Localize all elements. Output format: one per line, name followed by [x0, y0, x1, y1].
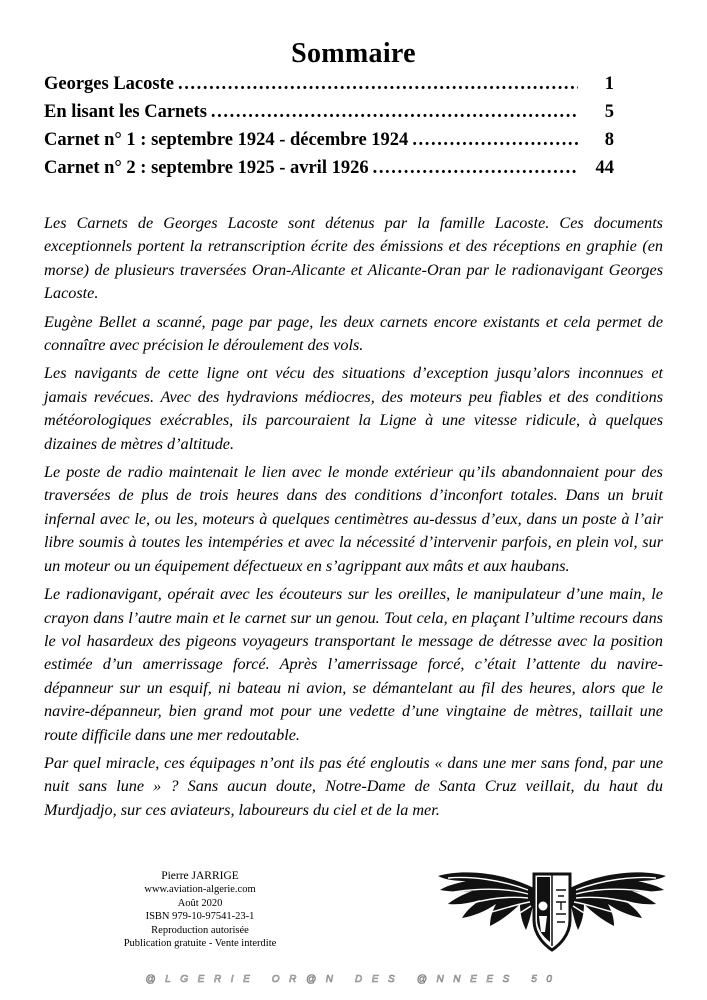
toc-leader-dots	[211, 102, 578, 123]
table-of-contents	[44, 74, 614, 186]
toc-entry	[44, 130, 614, 158]
toc-entry-page: 1	[604, 74, 614, 94]
toc-entry	[44, 102, 614, 130]
paragraph: Le radionavigant, opérait avec les écouteurs sur les oreilles, le manipulateur d’une main, le crayon dans l’autre main et le carnet sur un genou. Tout cela, en plaçant l’ultime recours dans le vol hasardeux des pigeons voyageurs transportant le message de détresse avec la position estimée d’un amerrissage forcé. Après l’amerrissage forcé, c’était l’attente du navire-dépanneur sur un esquif, ni bateau ni avion, se démantelant au fil des heures, alors que le navire-dépanneur, bien grand mot pour une vedette d’une vingtaine de mètres, taillait une route difficile dans une mer redoutable.	[44, 585, 663, 744]
website-text: www.aviation-algerie.com	[144, 884, 256, 896]
page-title: Sommaire	[291, 38, 416, 69]
toc-entry-label: En lisant les Carnets	[44, 102, 207, 122]
publication-credits	[110, 870, 290, 950]
toc-entry-label: Georges Lacoste	[44, 74, 174, 94]
paragraph: Eugène Bellet a scanné, page par page, les deux carnets encore existants et cela permet de connaître avec précision le déroulement des vols.	[44, 312, 663, 355]
publication-notice: Publication gratuite - Vente interdite	[123, 938, 277, 950]
toc-entry-label: Carnet n° 1 : septembre 1924 - décembre 1924	[44, 130, 409, 150]
toc-leader-dots	[412, 130, 578, 151]
reproduction-notice: Reproduction autorisée	[151, 924, 249, 936]
paragraph: Les navigants de cette ligne ont vécu des situations d’exception jusqu’alors inconnues et jamais revécues. Avec des hydravions médiocres, des moteurs peu fiables et des conditions météorologiques exécrables, ils parcouraient la Ligne à une vitesse ridicule, à quelques dizaines de mètres d’altitude.	[44, 364, 663, 453]
toc-leader-dots	[373, 158, 578, 179]
toc-leader-dots	[178, 74, 578, 95]
author-name: Pierre JARRIGE	[161, 870, 239, 882]
paragraph: Les Carnets de Georges Lacoste sont détenus par la famille Lacoste. Ces documents exceptionnels portent la retranscription écrite des émissions et des réceptions en graphie (en morse) de plusieurs traversées Oran-Alicante et Alicante-Oran par le radionavigant Georges Lacoste.	[44, 214, 663, 303]
toc-entry-page: 8	[604, 130, 614, 150]
toc-entry-page: 44	[595, 158, 614, 178]
introduction-text	[44, 212, 663, 827]
publication-date: Août 2020	[177, 897, 223, 909]
toc-entry	[44, 74, 614, 102]
toc-entry-page: 5	[604, 102, 614, 122]
paragraph: Par quel miracle, ces équipages n’ont ils pas été engloutis « dans une mer sans fond, par une nuit sans lune » ? Sans aucun doute, Notre-Dame de Santa Cruz veillait, du haut du Murdjadjo, sur ces aviateurs, laboureurs du ciel et de la mer.	[44, 753, 663, 819]
page-footer: @LGERIE OR@N DES @NNEES 50	[145, 974, 562, 985]
paragraph: Le poste de radio maintenait le lien avec le monde extérieur qu’ils abandonnaient pour des traversées de plus de trois heures dans des conditions d’inconfort totales. Dans un bruit infernal avec le, ou les, moteurs à quelques centimètres au-dessus d’eux, dans un poste à l’air libre soumis à toutes les intempéries et avec la nécessité d’intervenir parfois, en plein vol, sur un moteur ou un équipement défectueux en s’agrippant aux mâts et aux haubans.	[44, 463, 663, 575]
isbn-text: ISBN 979-10-97541-23-1	[145, 911, 255, 923]
toc-entry-label: Carnet n° 2 : septembre 1925 - avril 1926	[44, 158, 369, 178]
toc-entry	[44, 158, 614, 186]
aviation-wings-emblem-icon	[436, 866, 668, 952]
